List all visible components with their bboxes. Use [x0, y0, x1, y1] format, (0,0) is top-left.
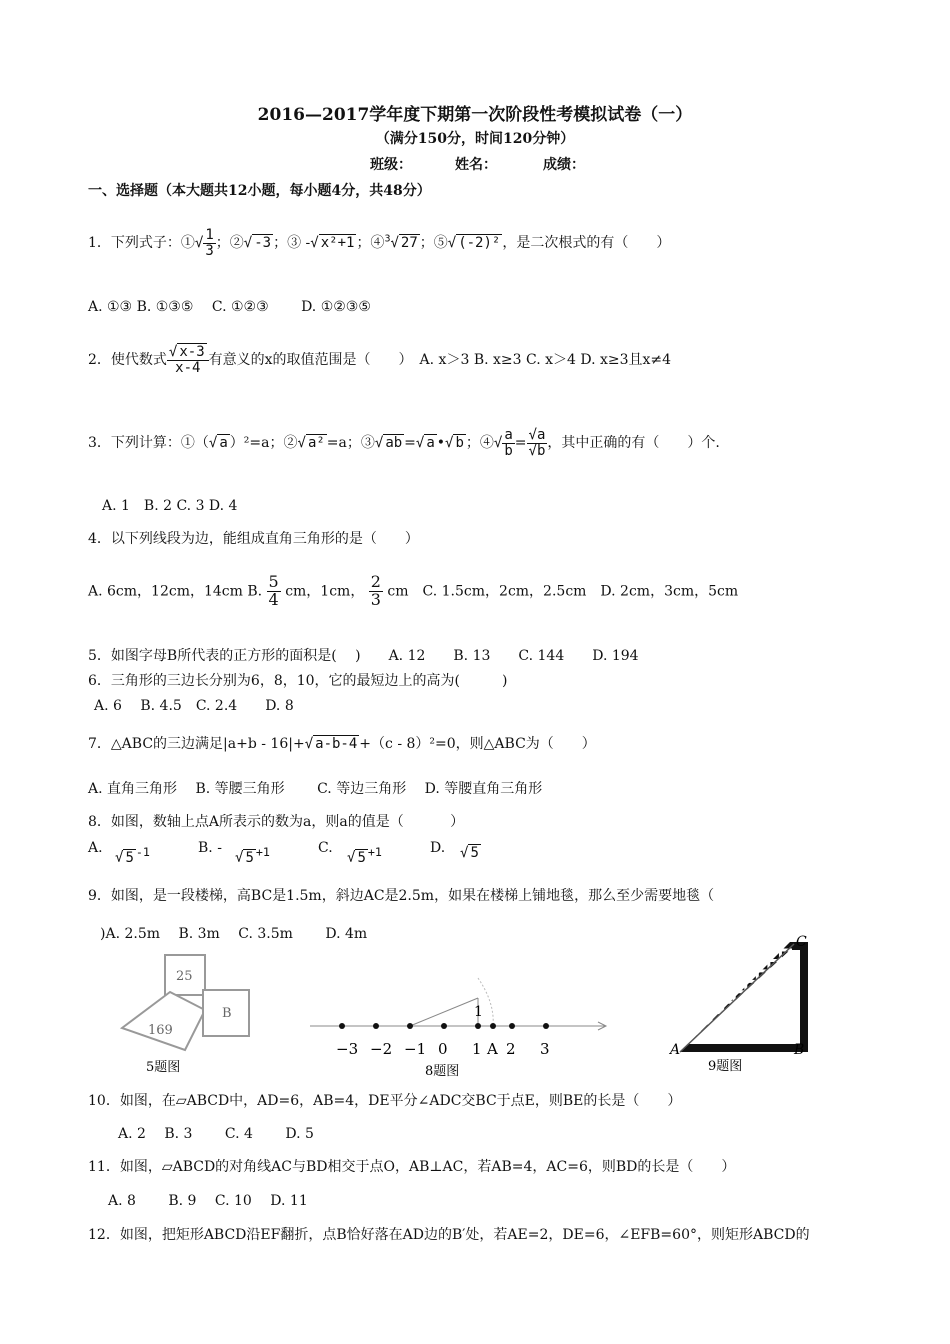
- class-label: 班级：: [370, 157, 412, 173]
- tick-point: [475, 1023, 481, 1029]
- figure-9: [668, 930, 818, 1078]
- square-169: [122, 992, 205, 1050]
- tick-marks: [336, 1023, 550, 1058]
- caption-5: 5题图: [146, 1060, 181, 1075]
- q6-options: A. 6 B. 4.5 C. 2.4 D. 8: [94, 698, 294, 714]
- frac-5-4: $\frac{5}{4}$: [268, 572, 279, 609]
- sqrt-a-over-b: √ $\frac{a}{b}$: [493, 427, 513, 459]
- q9-options: )A. 2.5m B. 3m C. 3.5m D. 4m: [100, 926, 368, 942]
- caption-9: 9题图: [708, 1059, 743, 1074]
- tick-label: 0: [438, 1040, 448, 1058]
- cube-root-27: $^3$√ 27: [384, 233, 418, 252]
- label-b9: B: [794, 1042, 805, 1058]
- tick-point: [407, 1023, 413, 1029]
- score-label: 成绩：: [543, 157, 585, 173]
- label-one: 1: [474, 1004, 483, 1020]
- question-8: 8．如图，数轴上点A所表示的数为a，则a的值是（ ）: [88, 814, 465, 830]
- question-7: 7．△ABC的三边满足|a+b - 16|+√ a-b-4 +（c - 8）²=0，则△ABC为（ ）: [88, 736, 596, 752]
- label-169: 169: [148, 1023, 173, 1038]
- frac-2-3: $\frac{2}{3}$: [370, 572, 381, 609]
- question-11: 11．如图，▱ABCD的对角线AC与BD相交于点O，AB⊥AC，若AB=4，AC=6，则BD的长是（ ）: [88, 1159, 736, 1175]
- q11-options: A. 8 B. 9 C. 10 D. 11: [108, 1193, 308, 1209]
- tick-point: [441, 1023, 447, 1029]
- q1-prefix: 1．下列式子：①: [88, 235, 195, 252]
- sqrt-ab: √ ab: [374, 435, 403, 452]
- q8-option-a: A.: [88, 840, 103, 856]
- section-heading: 一、选择题（本大题共12小题，每小题4分，共48分）: [88, 183, 431, 199]
- exam-title: 2016—2017学年度下期第一次阶段性考模拟试卷（一）: [257, 105, 693, 125]
- q8-option-d: D.: [430, 840, 446, 856]
- q8-option-c: C.: [318, 840, 333, 856]
- q4-options: A. 6cm，12cm，14cm B. $\frac{5}{4}$ cm，1cm， $\frac{2}{3}$ cm C. 1.5cm，2cm，2.5cm D. 2cm，3cm，5cm: [88, 572, 739, 609]
- q10-options: A. 2 B. 3 C. 4 D. 5: [118, 1126, 314, 1142]
- sqrt-a-b-4: √ a-b-4: [304, 736, 358, 752]
- stair-interior: [688, 950, 800, 1044]
- name-label: 姓名：: [455, 157, 497, 173]
- tick-point: [543, 1023, 549, 1029]
- tick-point: [373, 1023, 379, 1029]
- question-10: 10．如图，在▱ABCD中，AD=6，AB=4，DE平分∠ADC交BC于点E，则BE的长是（ ）: [88, 1093, 682, 1109]
- point-a: [490, 1023, 496, 1029]
- tick-label: −3: [336, 1040, 359, 1058]
- q8-option-b: B. -: [198, 840, 222, 856]
- sqrt-b: √ b: [445, 435, 464, 452]
- q2-fraction: $\frac{√ x-3}{x-4}$: [167, 345, 209, 375]
- q8-option-a-expr: √ 5 $^{-1}$: [115, 845, 150, 866]
- question-4: 4．以下列线段为边，能组成直角三角形的是（ ）: [88, 531, 419, 547]
- diagonal-line: [410, 998, 478, 1026]
- sqrt-a: √ a: [208, 435, 228, 452]
- label-b: B: [222, 1006, 232, 1021]
- label-a: A: [487, 1040, 498, 1058]
- question-1: 1．下列式子：①√ $\frac{1}{3}$ ；②√ -3 ；③ -√ x²+1 ；④$^3$√ 27 ；⑤√ (-2)² ，是二次根式的有（ ）: [88, 227, 671, 259]
- exam-subtitle: （满分150分，时间120分钟）: [375, 131, 575, 147]
- q8-option-d-expr: √ 5: [460, 845, 479, 861]
- tick-label: −2: [370, 1040, 393, 1058]
- sqrt-neg2-squared: √ (-2)²: [447, 235, 501, 252]
- q8-option-b-expr: √ 5 $^{+1}$: [235, 845, 270, 866]
- sqrta-over-sqrtb: $\frac{√a}{√b}$: [528, 427, 546, 459]
- q8-option-c-expr: √ 5 $^{+1}$: [347, 845, 382, 866]
- figure-5: [110, 950, 270, 1075]
- tick-label: 2: [506, 1040, 516, 1058]
- label-a9: A: [670, 1042, 681, 1058]
- sqrt-neg3: √ -3: [243, 235, 272, 252]
- sqrt-x2plus1: √ x²+1: [310, 235, 355, 252]
- tick-label: 3: [540, 1040, 550, 1058]
- label-c9: C: [796, 934, 807, 950]
- label-25: 25: [176, 969, 193, 984]
- question-3: 3．下列计算：①（√ a ）²=a；②√ a² =a；③√ ab =√ a •√ b ；④√ $\frac{a}{b}$ = $\frac{√a}{√b}$ ，其中正确的有（ ）个.: [88, 427, 720, 459]
- tick-point: [339, 1023, 345, 1029]
- sqrt-fraction: √ $\frac{1}{3}$: [194, 227, 214, 259]
- question-9: 9．如图，是一段楼梯，高BC是1.5m，斜边AC是2.5m，如果在楼梯上铺地毯，那么至少需要地毯（: [88, 888, 715, 904]
- question-2: 2．使代数式 $\frac{√ x-3}{x-4}$ 有意义的x的取值范围是（ ） A. x＞3 B. x≥3 C. x＞4 D. x≥3且x≠4: [88, 344, 672, 376]
- question-6: 6．三角形的三边长分别为6，8，10，它的最短边上的高为( ): [88, 673, 508, 689]
- caption-8: 8题图: [425, 1064, 460, 1079]
- sqrt-a2: √ a: [415, 435, 435, 452]
- q1-options: A. ①③ B. ①③⑤ C. ①②③ D. ①②③⑤: [88, 299, 371, 315]
- tick-point: [509, 1023, 515, 1029]
- tick-label: −1: [404, 1040, 427, 1058]
- tick-label: 1: [472, 1040, 482, 1058]
- q3-options: A. 1 B. 2 C. 3 D. 4: [102, 498, 238, 514]
- sqrt-a-squared: √ a²: [297, 435, 325, 452]
- question-12: 12．如图，把矩形ABCD沿EF翻折，点B恰好落在AD边的B′处，若AE=2，DE=6，∠EFB=60°，则矩形ABCD的: [88, 1227, 810, 1243]
- q7-options: A. 直角三角形 B. 等腰三角形 C. 等边三角形 D. 等腰直角三角形: [88, 781, 543, 797]
- figure-8: [300, 968, 620, 1083]
- question-5: 5．如图字母B所代表的正方形的面积是( ) A. 12 B. 13 C. 144 D. 194: [88, 648, 639, 664]
